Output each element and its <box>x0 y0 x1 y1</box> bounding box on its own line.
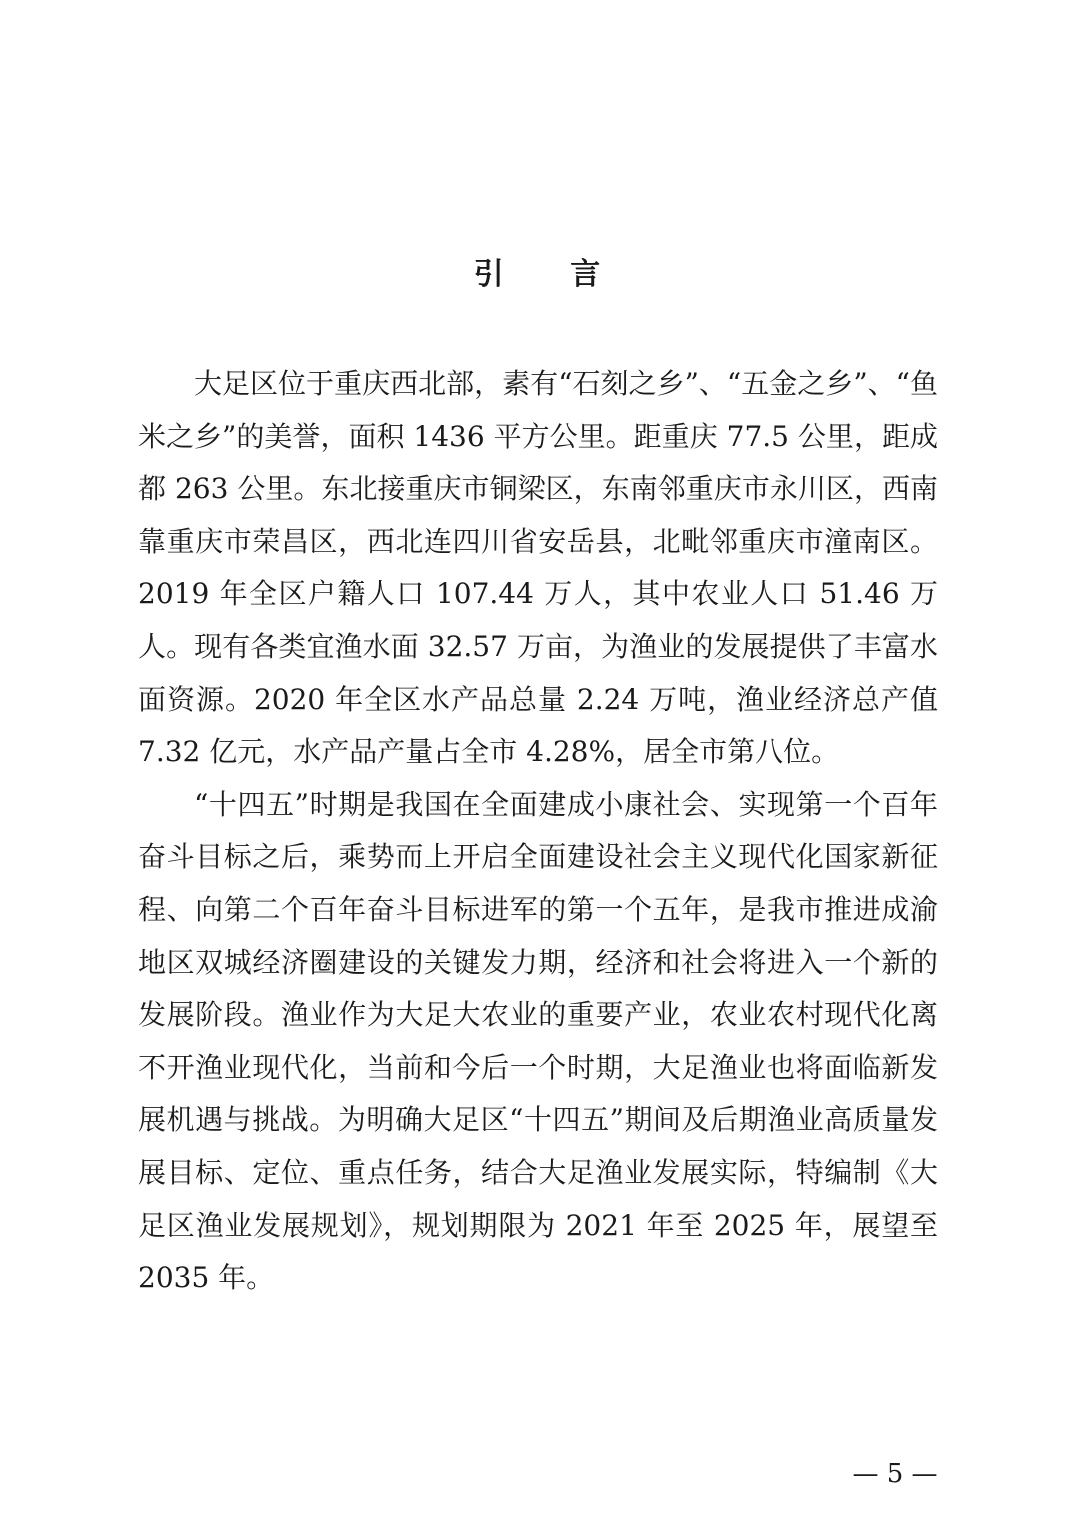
body-text <box>138 358 938 1305</box>
paragraph-intro: 大足区位于重庆西北部，素有“石刻之乡”、“五金之乡”、“鱼米之乡”的美誉，面积 1436 平方公里。距重庆 77.5 公里，距成都 263 公里。东北接重庆市铜梁区，东南邻重庆市永川区，西南靠重庆市荣昌区，西北连四川省安岳县，北毗邻重庆市潼南区。2019 年全区户籍人口 107.44 万人，其中农业人口 51.46 万人。现有各类宜渔水面 32.57 万亩，为渔业的发展提供了丰富水面资源。2020 年全区水产品总量 2.24 万吨，渔业经济总产值 7.32 亿元，水产品产量占全市 4.28%，居全市第八位。 <box>138 367 938 769</box>
page-title: 引 言 <box>473 257 629 292</box>
paragraph-plan: “十四五”时期是我国在全面建成小康社会、实现第一个百年奋斗目标之后，乘势而上开启全面建设社会主义现代化国家新征程、向第二个百年奋斗目标进军的第一个五年，是我市推进成渝地区双城经济圈建设的关键发力期，经济和社会将进入一个新的发展阶段。渔业作为大足大农业的重要产业，农业农村现代化离不开渔业现代化，当前和今后一个时期，大足渔业也将面临新发展机遇与挑战。为明确大足区“十四五”期间及后期渔业高质量发展目标、定位、重点任务，结合大足渔业发展实际，特编制《大足区渔业发展规划》，规划期限为 2021 年至 2025 年，展望至 2035 年。 <box>138 787 938 1295</box>
page-number: — 5 — <box>852 1459 938 1489</box>
